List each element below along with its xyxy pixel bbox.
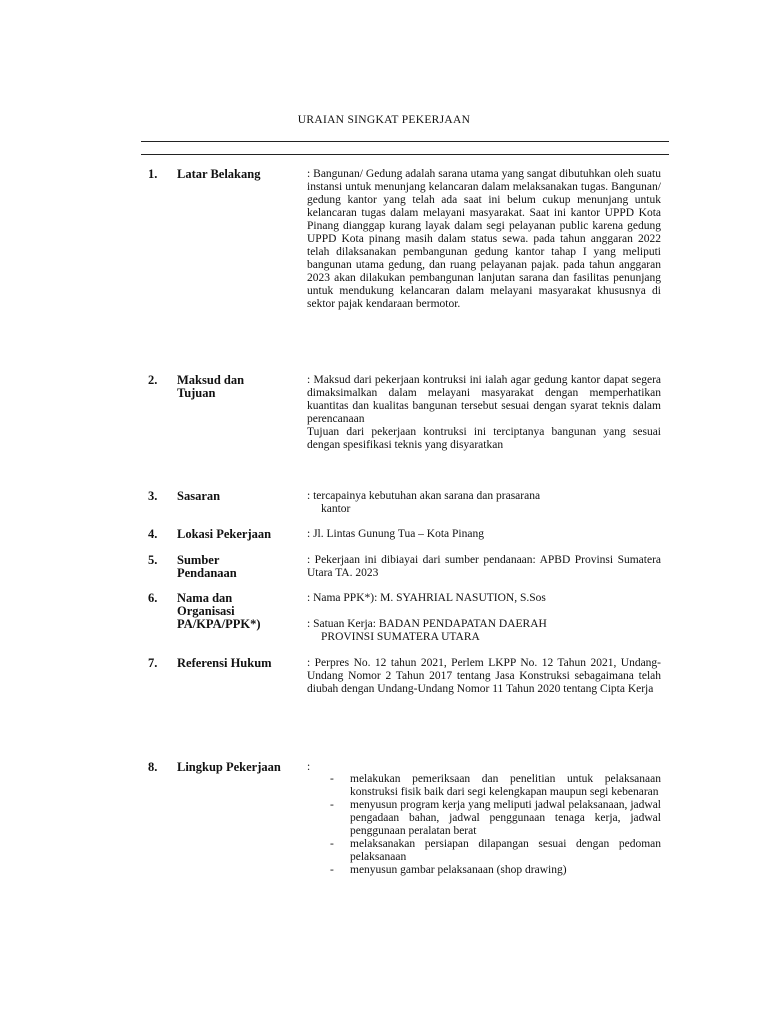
scope-list-item-text: melakukan pemeriksaan dan penelitian untuk pelaksanaan konstruksi fisik baik dari segi kelengkapan maupun segi kebenaran [350, 773, 661, 798]
item-label: Lokasi Pekerjaan [177, 527, 272, 541]
scope-list-item-text: menyusun gambar pelaksanaan (shop drawing) [350, 864, 567, 876]
item-number: 8. [148, 760, 158, 774]
item-text [307, 554, 661, 580]
title-rule-top [141, 141, 669, 142]
item-paragraph: : Bangunan/ Gedung adalah sarana utama yang sangat dibutuhkan oleh suatu instansi untuk menunjang kelancaran dalam melaksanakan tugas. Bangunan/ gedung kantor yang telah ada saat ini belum cukup menunjang untuk kelancaran tugas dalam melayani masyarakat. Saat ini kantor UPPD Kota Pinang dianggap kurang layak dalam segi pelayanan public karena gedung UPPD Kota pinang masih dalam status sewa. pada tahun anggaran 2022 telah dilaksanakan pembangunan gedung kantor tahap I yang meliputi bangunan utama gedung, dan ruang pelayanan pajak. pada tahun anggaran 2023 akan dilakukan pembangunan lanjutan sarana dan fasilitas penunjang untuk mendukung kelancaran dalam melayani masyarakat khususnya di sektor pajak kendaraan bermotor. [307, 168, 661, 310]
item-label: Referensi Hukum [177, 656, 272, 670]
scope-list-item [326, 864, 661, 877]
item-label: Sasaran [177, 489, 221, 503]
item-label-line: Nama dan [177, 591, 233, 605]
item-text [307, 592, 661, 644]
scope-list-item [326, 838, 661, 864]
item-text [307, 374, 661, 452]
scope-list-item-text: menyusun program kerja yang meliputi jadwal pelaksanaan, jadwal pengadaan bahan, jadwal penggunaan tenaga kerja, jadwal penggunaan peralatan berat [350, 799, 661, 837]
item-number: 1. [148, 167, 158, 181]
item-paragraph-nama: : Nama PPK*): M. SYAHRIAL NASUTION, S.Sos [307, 592, 546, 604]
item-colon: : [307, 761, 311, 773]
item-label: Sumber Pendanaan [177, 553, 237, 580]
item-paragraph: : Pekerjaan ini dibiayai dari sumber pendanaan: APBD Provinsi Sumatera Utara TA. 2023 [307, 554, 661, 579]
item-text [307, 168, 661, 311]
scope-list-item-text: melaksanakan persiapan dilapangan sesuai dengan pedoman pelaksanaan [350, 838, 661, 863]
document-title: URAIAN SINGKAT PEKERJAAN [297, 114, 471, 126]
item-paragraph-tujuan: Tujuan dari pekerjaan kontruksi ini terciptanya bangunan yang sesuai dengan spesifikasi teknis yang disyaratkan [307, 426, 661, 451]
dash-bullet-icon: - [330, 864, 334, 876]
item-number: 5. [148, 553, 158, 567]
item-paragraph: : tercapainya kebutuhan akan sarana dan prasarana [307, 490, 541, 502]
item-label-line: PA/KPA/PPK*) [177, 617, 261, 631]
item-paragraph-continued: kantor [321, 503, 351, 515]
item-label: Latar Belakang [177, 167, 261, 181]
item-number: 4. [148, 527, 158, 541]
item-number: 6. [148, 591, 158, 605]
item-label-line: Organisasi [177, 604, 235, 618]
item-text [307, 490, 661, 516]
scope-list-item [326, 773, 661, 799]
dash-bullet-icon: - [330, 773, 334, 785]
item-number: 2. [148, 373, 158, 387]
item-paragraph: : Perpres No. 12 tahun 2021, Perlem LKPP No. 12 Tahun 2021, Undang-Undang Nomor 2 Tahun 2017 tentang Jasa Konstruksi sebagaimana telah diubah dengan Undang-Undang Nomor 11 Tahun 2020 tentang Cipta Kerja [307, 657, 661, 695]
item-label: Maksud dan Tujuan [177, 373, 245, 400]
item-paragraph-satuan: : Satuan Kerja: BADAN PENDAPATAN DAERAH [307, 618, 547, 630]
item-number: 7. [148, 656, 158, 670]
item-paragraph-maksud: : Maksud dari pekerjaan kontruksi ini ialah agar gedung kantor dapat segera dimaksimalkan dalam melayani masyarakat dengan memperhatikan kuantitas dan kualitas bangunan tersebut sesuai dengan syarat teknis dalam perencanaan [307, 374, 661, 425]
item-label [177, 592, 299, 631]
scope-list-item [326, 799, 661, 838]
item-paragraph-continued: PROVINSI SUMATERA UTARA [321, 631, 480, 643]
item-label: Lingkup Pekerjaan [177, 760, 281, 774]
item-text [307, 528, 661, 541]
dash-bullet-icon: - [330, 799, 334, 811]
scope-list [326, 773, 661, 877]
item-text [307, 657, 661, 696]
item-number: 3. [148, 489, 158, 503]
dash-bullet-icon: - [330, 838, 334, 850]
title-rule-bottom [141, 154, 669, 155]
item-paragraph: : Jl. Lintas Gunung Tua – Kota Pinang [307, 528, 484, 540]
